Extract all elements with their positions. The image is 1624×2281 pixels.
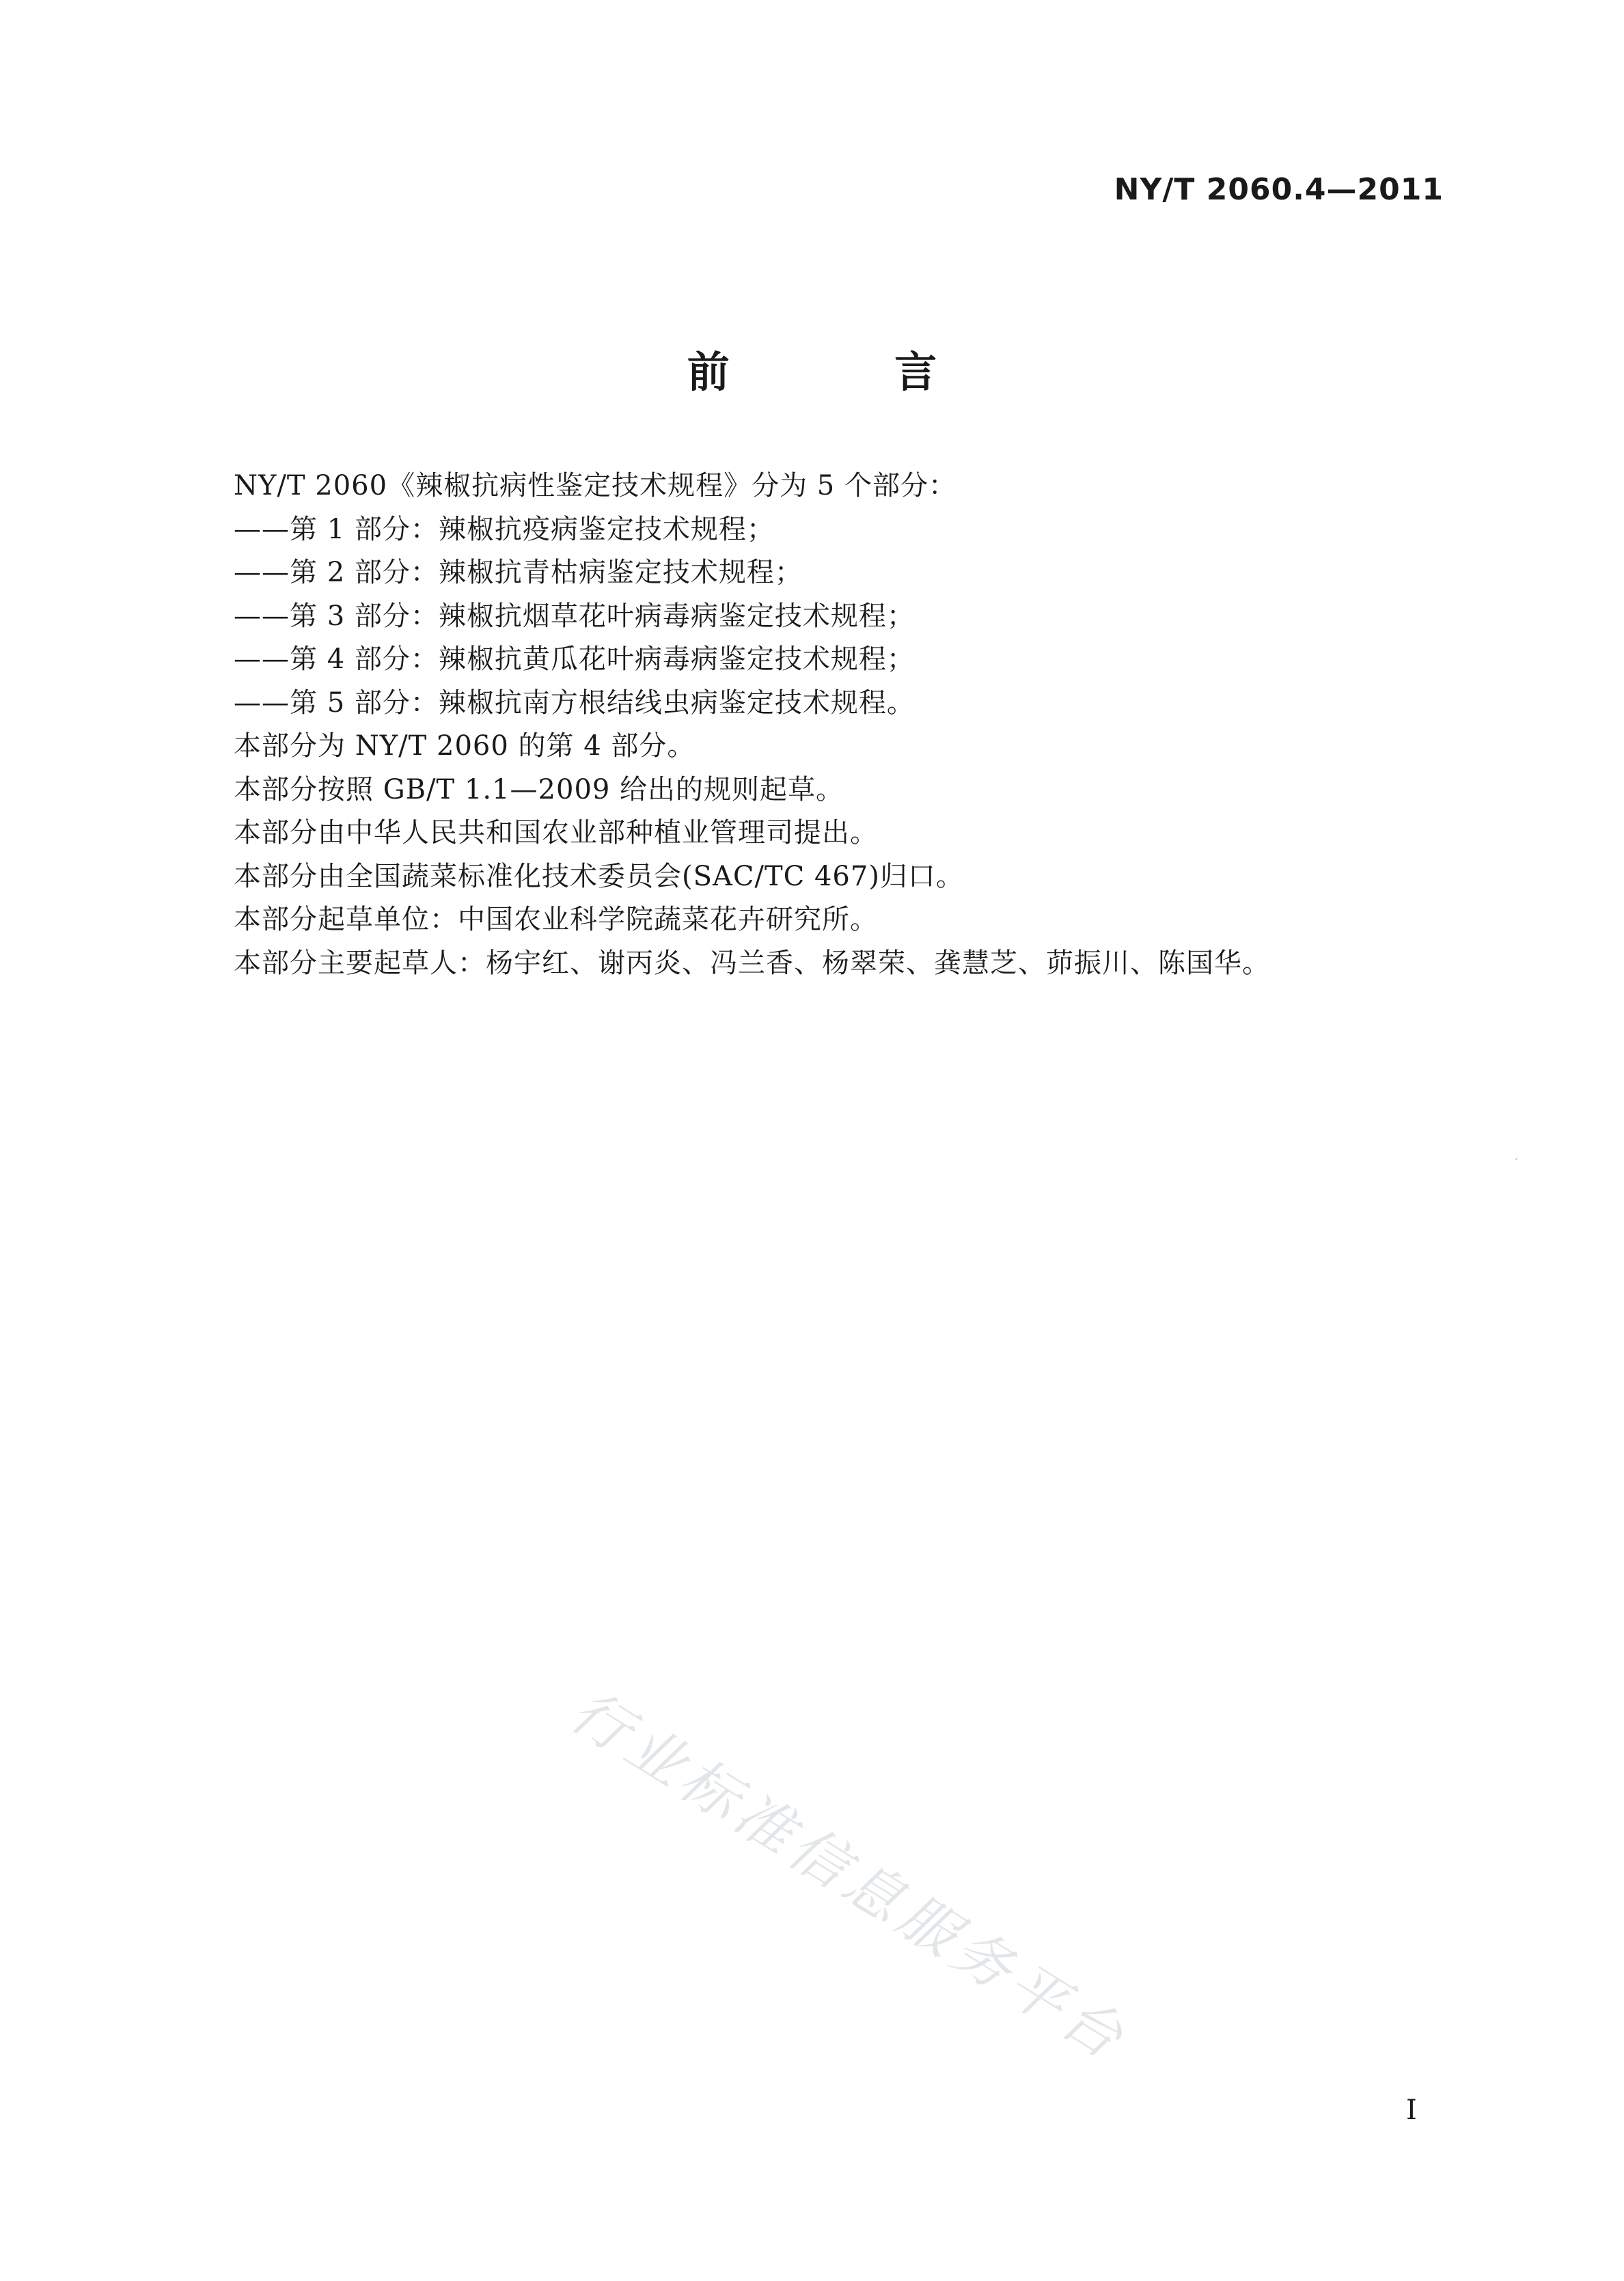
foreword-part-item-4: ——第 4 部分：辣椒抗黄瓜花叶病毒病鉴定技术规程； xyxy=(234,644,915,675)
foreword-proposer: 本部分由中华人民共和国农业部种植业管理司提出。 xyxy=(234,817,878,848)
watermark: 行业标准信息服务平台 xyxy=(559,1677,1140,2075)
foreword-technical-committee: 本部分由全国蔬菜标准化技术委员会(SAC/TC 467)归口。 xyxy=(234,860,964,892)
foreword-part-statement: 本部分为 NY/T 2060 的第 4 部分。 xyxy=(234,730,696,762)
page-title: 前 言 xyxy=(687,347,1013,397)
scan-speck xyxy=(1515,1158,1517,1160)
foreword-part-item-2: ——第 2 部分：辣椒抗青枯病鉴定技术规程； xyxy=(234,557,803,588)
foreword-part-item-1: ——第 1 部分：辣椒抗疫病鉴定技术规程； xyxy=(234,513,775,545)
standard-code: NY/T 2060.4—2011 xyxy=(1114,172,1444,207)
foreword-drafters: 本部分主要起草人：杨宇红、谢丙炎、冯兰香、杨翠荣、龚慧芝、茆振川、陈国华。 xyxy=(234,947,1270,979)
foreword-drafting-rules: 本部分按照 GB/T 1.1—2009 给出的规则起草。 xyxy=(234,773,844,805)
page-number: I xyxy=(1406,2095,1417,2126)
foreword-drafting-unit: 本部分起草单位：中国农业科学院蔬菜花卉研究所。 xyxy=(234,904,878,935)
foreword-intro-line: NY/T 2060《辣椒抗病性鉴定技术规程》分为 5 个部分： xyxy=(234,470,956,501)
foreword-body xyxy=(234,465,1463,985)
foreword-part-item-3: ——第 3 部分：辣椒抗烟草花叶病毒病鉴定技术规程； xyxy=(234,600,915,632)
foreword-part-item-5: ——第 5 部分：辣椒抗南方根结线虫病鉴定技术规程。 xyxy=(234,687,915,719)
